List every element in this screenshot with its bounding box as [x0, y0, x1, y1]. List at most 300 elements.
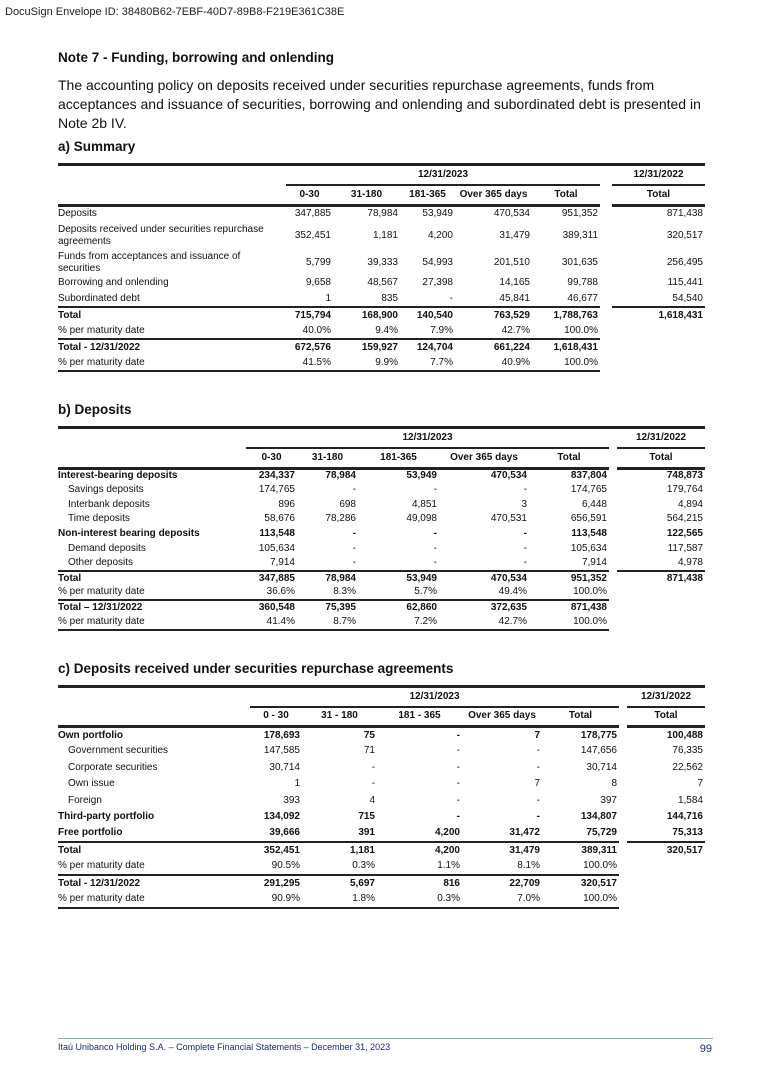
value-cell: 9.9%: [333, 355, 400, 371]
value-cell: 470,534: [439, 571, 529, 586]
row-label: Borrowing and onlending: [58, 277, 169, 288]
value-cell: 1.1%: [437, 860, 460, 872]
value-cell: 78,286: [325, 513, 356, 525]
value-cell: 75,395: [297, 600, 358, 615]
table-row: [58, 468, 705, 483]
value-cell: 763,529: [455, 307, 532, 323]
value-cell: 1,181: [372, 230, 398, 241]
value-cell: 22,709: [462, 875, 542, 892]
value-cell: 90.9%: [250, 892, 302, 909]
table-row: [58, 760, 705, 777]
value-cell: 147,656: [580, 745, 617, 757]
value-cell: 360,548: [246, 600, 297, 615]
value-cell: 168,900: [333, 307, 400, 323]
empty-cell: [58, 707, 250, 727]
row-label: Savings deposits: [68, 484, 144, 496]
value-cell: [617, 615, 705, 630]
section-heading-deposits: b) Deposits: [58, 402, 132, 417]
footer-text: Itaú Unibanco Holding S.A. – Complete Financial Statements – December 31, 2023: [58, 1042, 391, 1052]
value-cell: [612, 323, 705, 339]
page-content: [58, 50, 718, 909]
column-gap: [600, 339, 612, 355]
value-cell: 4,200: [377, 842, 462, 859]
row-label: Demand deposits: [68, 542, 146, 554]
section-heading-repurchase: c) Deposits received under securities repurchase agreements: [58, 660, 454, 676]
row-label: Total - 12/31/2022: [58, 875, 250, 892]
value-cell: 71: [363, 745, 375, 757]
value-cell: -: [449, 292, 453, 304]
prior-period-date: 12/31/2022: [612, 165, 705, 186]
date-header-row: [58, 165, 705, 186]
date-header-row: [58, 686, 705, 707]
column-gap: [600, 251, 612, 275]
value-cell: 7: [534, 729, 540, 741]
value-cell: 470,534: [493, 207, 530, 219]
table-row: [58, 892, 705, 909]
page-number: 99: [699, 1043, 712, 1055]
row-label: Total: [58, 307, 286, 323]
table-row: [58, 355, 705, 371]
empty-cell: [58, 185, 286, 205]
value-cell: 115,441: [667, 277, 703, 288]
value-cell: 178,775: [580, 729, 617, 741]
value-cell: 347,885: [246, 571, 297, 586]
column-gap: [609, 497, 617, 512]
value-cell: 100.0%: [564, 324, 598, 336]
table-row: [58, 875, 705, 892]
column-gap: [619, 686, 627, 707]
value-cell: 871,438: [617, 571, 705, 586]
table-row: [58, 205, 705, 221]
footer-divider: [58, 1038, 713, 1039]
value-cell: 117,587: [667, 542, 703, 554]
value-cell: 4,200: [434, 827, 460, 839]
prior-period-date: 12/31/2022: [627, 686, 705, 707]
value-cell: 7,914: [581, 556, 607, 568]
value-cell: -: [523, 556, 527, 568]
value-cell: 0.3%: [377, 892, 462, 909]
value-cell: 75,313: [672, 827, 703, 839]
value-cell: 393: [283, 794, 300, 806]
column-header-row: [58, 185, 705, 205]
value-cell: 5,799: [305, 257, 331, 268]
table-row: [58, 497, 705, 512]
column-gap: [609, 468, 617, 483]
table-row: [58, 512, 705, 527]
table-row: [58, 556, 705, 571]
value-cell: 45,841: [499, 292, 530, 304]
row-label: Free portfolio: [58, 827, 123, 839]
value-cell: 4: [369, 794, 375, 806]
row-label: % per maturity date: [58, 860, 145, 872]
value-cell: 8.7%: [297, 615, 358, 630]
value-cell: 8.3%: [333, 586, 356, 598]
column-gap: [609, 541, 617, 556]
section-heading-summary: a) Summary: [58, 139, 136, 154]
value-cell: 352,451: [250, 842, 302, 859]
value-cell: 9,658: [305, 277, 331, 288]
value-cell: -: [536, 745, 540, 757]
table-row: [58, 793, 705, 810]
deposits-table: [58, 426, 705, 631]
column-gap: [619, 826, 627, 843]
table-row: [58, 826, 705, 843]
column-gap: [600, 291, 612, 307]
table-row: [58, 323, 705, 339]
table-row: [58, 586, 705, 601]
column-gap: [600, 221, 612, 251]
table-row: [58, 541, 705, 556]
intro-paragraph: The accounting policy on deposits received under securities repurchase agreements, funds from acceptances and issuance of securities, borrowing and onlending and subordinated debt is presented in Note 2b IV.: [58, 77, 701, 131]
value-cell: -: [352, 528, 356, 540]
value-cell: 49,098: [406, 513, 437, 525]
value-cell: -: [433, 528, 437, 540]
value-cell: 6,448: [581, 498, 607, 510]
value-cell: 31,479: [462, 842, 542, 859]
value-cell: 48,567: [367, 277, 398, 288]
value-cell: 49.4%: [498, 586, 527, 598]
column-gap: [609, 512, 617, 527]
table-row: [58, 527, 705, 542]
value-cell: 837,804: [570, 470, 607, 482]
value-cell: 0.3%: [352, 860, 375, 872]
row-label: % per maturity date: [58, 615, 246, 630]
value-cell: -: [352, 556, 356, 568]
value-cell: 40.0%: [302, 324, 331, 336]
value-cell: 389,311: [542, 842, 619, 859]
value-cell: 31,479: [499, 230, 530, 241]
value-cell: 54,993: [422, 257, 453, 268]
value-cell: 7.7%: [400, 355, 455, 371]
column-gap: [619, 892, 627, 909]
value-cell: 391: [358, 827, 375, 839]
column-header: Total: [612, 185, 705, 205]
table-row: [58, 727, 705, 744]
value-cell: 140,540: [400, 307, 455, 323]
column-gap: [619, 859, 627, 876]
column-gap: [609, 527, 617, 542]
column-header: 181-365: [400, 185, 455, 205]
value-cell: 7: [697, 778, 703, 790]
column-gap: [619, 793, 627, 810]
value-cell: -: [456, 745, 460, 757]
value-cell: -: [456, 794, 460, 806]
value-cell: 4,978: [677, 556, 703, 568]
value-cell: -: [523, 542, 527, 554]
column-header: 181 - 365: [377, 707, 462, 727]
row-label: Corporate securities: [68, 761, 158, 773]
table-row: [58, 221, 705, 251]
value-cell: 564,215: [666, 513, 703, 525]
value-cell: 5.7%: [414, 586, 437, 598]
row-label: Subordinated debt: [58, 292, 140, 304]
value-cell: [627, 875, 705, 892]
empty-cell: [58, 165, 286, 186]
value-cell: 39,333: [367, 257, 398, 268]
table-row: [58, 776, 705, 793]
column-header: 0 - 30: [250, 707, 302, 727]
value-cell: 75: [363, 729, 375, 741]
column-header: Total: [542, 707, 619, 727]
value-cell: 5,697: [302, 875, 377, 892]
current-period-date: 12/31/2023: [250, 686, 619, 707]
current-period-date: 12/31/2023: [286, 165, 600, 186]
column-header: 181-365: [358, 448, 439, 468]
column-header: 31-180: [333, 185, 400, 205]
value-cell: 7.0%: [462, 892, 542, 909]
column-gap: [600, 205, 612, 221]
row-label: Interbank deposits: [68, 498, 150, 510]
value-cell: 4,200: [427, 230, 453, 241]
value-cell: 90.5%: [271, 860, 300, 872]
table-row: [58, 291, 705, 307]
empty-cell: [58, 686, 250, 707]
column-gap: [619, 707, 627, 727]
column-gap: [609, 600, 617, 615]
column-header: 0-30: [286, 185, 333, 205]
column-header-row: [58, 448, 705, 468]
value-cell: 656,591: [570, 513, 607, 525]
column-gap: [619, 809, 627, 826]
value-cell: -: [371, 778, 375, 790]
value-cell: -: [371, 761, 375, 773]
row-label: Non-interest bearing deposits: [58, 528, 200, 540]
table-row: [58, 339, 705, 355]
value-cell: 134,807: [580, 811, 617, 823]
value-cell: 234,337: [258, 470, 295, 482]
column-gap: [609, 483, 617, 498]
value-cell: 4,894: [677, 498, 703, 510]
value-cell: 397: [600, 794, 617, 806]
value-cell: 3: [521, 498, 527, 510]
value-cell: -: [352, 484, 356, 496]
value-cell: 320,517: [666, 230, 703, 241]
value-cell: 291,295: [250, 875, 302, 892]
value-cell: 54,540: [672, 292, 703, 304]
row-label: Total - 12/31/2022: [58, 339, 286, 355]
column-gap: [619, 743, 627, 760]
value-cell: 661,224: [455, 339, 532, 355]
summary-table: [58, 163, 705, 372]
value-cell: 8: [611, 778, 617, 790]
value-cell: 100.0%: [573, 586, 607, 598]
value-cell: 159,927: [333, 339, 400, 355]
table-row: [58, 275, 705, 291]
row-label: Time deposits: [68, 513, 130, 525]
value-cell: 174,765: [570, 484, 607, 496]
value-cell: 78,984: [325, 470, 356, 482]
value-cell: 53,949: [406, 470, 437, 482]
value-cell: 30,714: [586, 761, 617, 773]
value-cell: 53,949: [358, 571, 439, 586]
value-cell: 178,693: [263, 729, 300, 741]
value-cell: 7.2%: [358, 615, 439, 630]
column-gap: [609, 428, 617, 449]
value-cell: 27,398: [422, 277, 453, 288]
column-gap: [609, 586, 617, 601]
value-cell: 76,335: [672, 745, 703, 757]
value-cell: 1.8%: [302, 892, 377, 909]
value-cell: 39,666: [269, 827, 300, 839]
column-header: Over 365 days: [462, 707, 542, 727]
column-gap: [609, 615, 617, 630]
column-header: Total: [617, 448, 705, 468]
value-cell: 62,860: [358, 600, 439, 615]
value-cell: 78,984: [297, 571, 358, 586]
column-gap: [600, 275, 612, 291]
row-label: Total: [58, 571, 246, 586]
value-cell: 201,510: [493, 257, 530, 268]
value-cell: -: [433, 542, 437, 554]
row-label: Funds from acceptances and issuance of securities: [58, 251, 241, 274]
value-cell: 389,311: [562, 230, 598, 241]
value-cell: 715,794: [286, 307, 333, 323]
value-cell: 124,704: [400, 339, 455, 355]
value-cell: 53,949: [422, 207, 453, 219]
column-gap: [600, 355, 612, 371]
value-cell: 1,618,431: [532, 339, 600, 355]
value-cell: 470,534: [490, 470, 527, 482]
value-cell: 871,438: [666, 207, 703, 219]
value-cell: -: [352, 542, 356, 554]
value-cell: 30,714: [269, 761, 300, 773]
value-cell: 105,634: [570, 542, 607, 554]
table-row: [58, 859, 705, 876]
value-cell: 105,634: [258, 542, 295, 554]
value-cell: 7: [534, 778, 540, 790]
value-cell: 100.0%: [532, 355, 600, 371]
value-cell: 58,676: [264, 513, 295, 525]
column-header: Over 365 days: [455, 185, 532, 205]
row-label: Own portfolio: [58, 729, 123, 741]
row-label: Own issue: [68, 778, 115, 790]
value-cell: 4,851: [411, 498, 437, 510]
envelope-id: DocuSign Envelope ID: 38480B62-7EBF-40D7-89B8-F219E361C38E: [5, 6, 345, 18]
value-cell: 174,765: [258, 484, 295, 496]
value-cell: 835: [381, 292, 398, 304]
current-period-date: 12/31/2023: [246, 428, 609, 449]
value-cell: 7,914: [269, 556, 295, 568]
value-cell: 14,165: [499, 277, 530, 288]
value-cell: -: [456, 761, 460, 773]
value-cell: -: [523, 528, 527, 540]
value-cell: 36.6%: [266, 586, 295, 598]
value-cell: [627, 859, 705, 876]
value-cell: 698: [339, 498, 356, 510]
value-cell: 99,788: [567, 277, 598, 288]
value-cell: 951,352: [529, 571, 609, 586]
column-header-row: [58, 707, 705, 727]
value-cell: 8.1%: [517, 860, 540, 872]
column-header: 0-30: [246, 448, 297, 468]
table-row: [58, 483, 705, 498]
value-cell: -: [456, 729, 460, 741]
empty-cell: [58, 428, 246, 449]
value-cell: 352,451: [294, 230, 331, 241]
value-cell: 40.9%: [455, 355, 532, 371]
value-cell: 320,517: [542, 875, 619, 892]
row-label: % per maturity date: [58, 355, 286, 371]
value-cell: 100.0%: [542, 892, 619, 909]
value-cell: -: [536, 811, 540, 823]
value-cell: 113,548: [571, 528, 607, 540]
value-cell: 715: [358, 811, 375, 823]
table-row: [58, 743, 705, 760]
value-cell: 134,092: [263, 811, 300, 823]
column-gap: [609, 571, 617, 586]
column-gap: [609, 556, 617, 571]
note-title: Note 7 - Funding, borrowing and onlending: [58, 50, 334, 65]
prior-period-date: 12/31/2022: [617, 428, 705, 449]
column-gap: [600, 323, 612, 339]
value-cell: -: [523, 484, 527, 496]
table-row: [58, 842, 705, 859]
value-cell: -: [456, 811, 460, 823]
row-label: Total – 12/31/2022: [58, 600, 246, 615]
value-cell: 1,584: [677, 794, 703, 806]
column-header: 31 - 180: [302, 707, 377, 727]
row-label: Government securities: [68, 745, 169, 757]
value-cell: 1: [325, 292, 331, 304]
column-gap: [600, 307, 612, 323]
value-cell: 41.4%: [246, 615, 297, 630]
value-cell: 816: [377, 875, 462, 892]
column-gap: [600, 185, 612, 205]
value-cell: 78,984: [367, 207, 398, 219]
table-row: [58, 251, 705, 275]
value-cell: 951,352: [561, 207, 598, 219]
table-row: [58, 809, 705, 826]
repurchase-table: [58, 685, 705, 910]
value-cell: 1,181: [302, 842, 377, 859]
value-cell: 9.4%: [375, 324, 398, 336]
column-header: Total: [532, 185, 600, 205]
value-cell: 42.7%: [501, 324, 530, 336]
empty-cell: [58, 448, 246, 468]
value-cell: 22,562: [672, 761, 703, 773]
value-cell: 347,885: [294, 207, 331, 219]
value-cell: 7.9%: [430, 324, 453, 336]
value-cell: 46,677: [567, 292, 598, 304]
value-cell: 871,438: [529, 600, 609, 615]
column-gap: [619, 727, 627, 744]
value-cell: 31,472: [509, 827, 540, 839]
value-cell: 100.0%: [583, 860, 617, 872]
value-cell: 470,531: [490, 513, 527, 525]
column-gap: [619, 875, 627, 892]
value-cell: [617, 600, 705, 615]
value-cell: 41.5%: [286, 355, 333, 371]
date-header-row: [58, 428, 705, 449]
value-cell: [612, 339, 705, 355]
column-gap: [619, 760, 627, 777]
value-cell: [627, 892, 705, 909]
row-label: % per maturity date: [58, 892, 250, 909]
row-label: Third-party portfolio: [58, 811, 155, 823]
value-cell: 301,635: [561, 257, 598, 268]
table-row: [58, 307, 705, 323]
value-cell: 1,618,431: [612, 307, 705, 323]
row-label: Total: [58, 842, 250, 859]
value-cell: 320,517: [627, 842, 705, 859]
row-label: % per maturity date: [58, 324, 145, 336]
value-cell: -: [433, 484, 437, 496]
column-header: Total: [529, 448, 609, 468]
value-cell: 122,565: [666, 528, 703, 540]
column-header: Total: [627, 707, 705, 727]
table-row: [58, 600, 705, 615]
value-cell: 113,548: [259, 528, 295, 540]
